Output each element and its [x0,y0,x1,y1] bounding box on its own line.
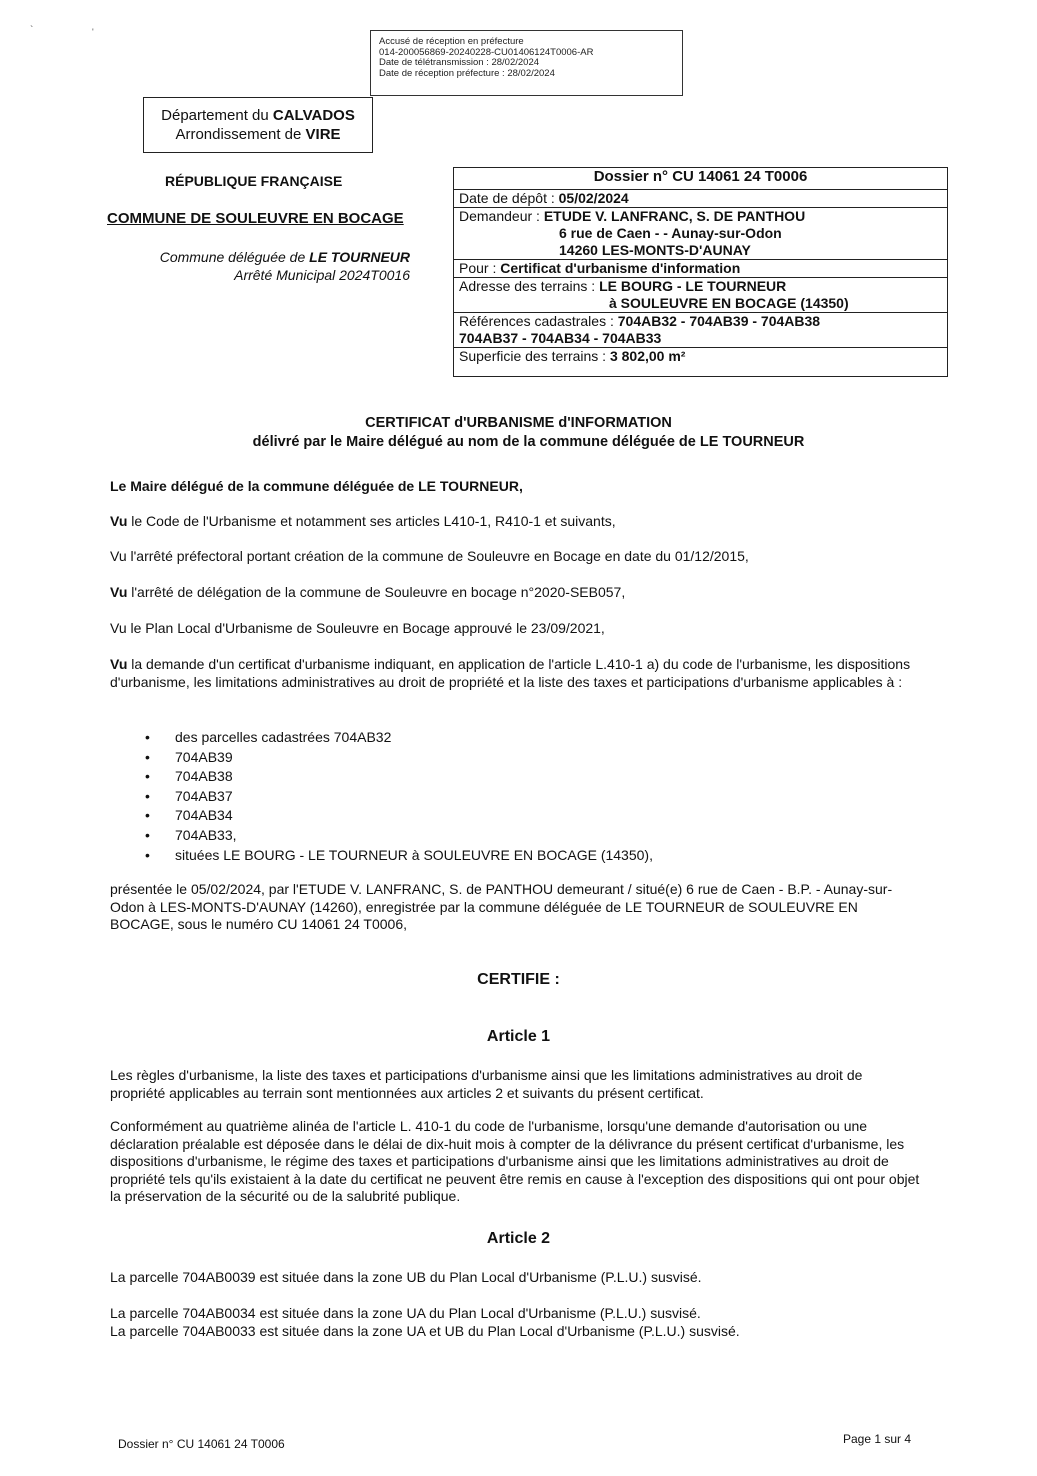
refs-label: Références cadastrales : [459,313,618,329]
vu-plu: Vu le Plan Local d'Urbanisme de Souleuvre en Bocage approuvé le 23/09/2021, [110,620,605,636]
vu-label: Vu [110,513,128,529]
parcel-list [145,728,653,865]
adresse-label: Adresse des terrains : [459,278,600,294]
vu-code-urbanisme [110,513,920,531]
dossier-depot [454,190,947,208]
stamp-line: Accusé de réception en préfecture [379,36,524,47]
dossier-references [454,313,947,348]
demandeur-address-1: 6 rue de Caen - - Aunay-sur-Odon [559,225,782,241]
article-2-line-1: La parcelle 704AB0039 est située dans la zone UB du Plan Local d'Urbanisme (P.L.U.) susvisé. [110,1269,702,1285]
adresse-value-1: LE BOURG - LE TOURNEUR [599,278,787,294]
certificate-subtitle: délivré par le Maire délégué au nom de la commune déléguée de LE TOURNEUR [252,434,805,450]
maire-line: Le Maire délégué de la commune déléguée de LE TOURNEUR, [110,478,523,494]
vu-text: le Code de l'Urbanisme et notamment ses articles L410-1, R410-1 et suivants, [127,513,616,529]
vu-demande [110,656,920,691]
article-2-heading: Article 2 [486,1230,551,1247]
dossier-demandeur [454,208,947,260]
departement-prefix: Département du [161,107,273,124]
demandeur-value: ETUDE V. LANFRANC, S. DE PANTHOU [543,208,806,224]
article-2-line-3: La parcelle 704AB0033 est située dans la zone UA et UB du Plan Local d'Urbanisme (P.L.U.) susvisé. [110,1323,740,1339]
list-item: • 704AB33, [145,826,653,846]
arrondissement-name: VIRE [305,126,341,143]
footer-page-number: Page 1 sur 4 [843,1432,912,1446]
commune-deleguee [110,248,410,284]
certificate-title: CERTIFICAT d'URBANISME d'INFORMATION [365,415,672,431]
vu-label: Vu [110,656,128,672]
scan-mark: ' [92,27,94,37]
arrondissement-prefix: Arrondissement de [175,126,306,143]
departement-name: CALVADOS [272,107,355,124]
dossier-superficie [454,348,947,365]
list-item: • 704AB39 [145,748,653,768]
superficie-value: 3 802,00 m² [609,348,686,364]
list-item: • 704AB37 [145,787,653,807]
departement-line [144,106,372,125]
demandeur-address-2: 14260 LES-MONTS-D'AUNAY [559,242,751,258]
vu-arrete-prefectoral: Vu l'arrêté préfectoral portant création de la commune de Souleuvre en Bocage en date du 01/12/2015, [110,548,749,564]
stamp-line: 014-200056869-20240228-CU01406124T0006-AR [379,46,594,58]
superficie-label: Superficie des terrains : [459,348,610,364]
depot-value: 05/02/2024 [558,190,629,206]
arrondissement-line [144,125,372,144]
refs-value-1: 704AB32 - 704AB39 - 704AB38 [617,313,821,329]
stamp-line: Date de télétransmission : 28/02/2024 [379,57,540,68]
dossier-adresse [454,278,947,313]
dossier-pour [454,260,947,278]
deleguee-line [110,248,410,266]
list-item: • 704AB38 [145,767,653,787]
list-item: • des parcelles cadastrées 704AB32 [145,728,653,748]
reception-stamp [370,30,683,96]
presentee-paragraph: présentée le 05/02/2024, par l'ETUDE V. LANFRANC, S. de PANTHOU demeurant / situé(e) 6 rue de Caen - B.P. - Aunay-sur-Odon à LES-MONTS-D'AUNAY (14260), enregistrée par la commune déléguée de LE TOURNEUR de SOULEUVRE EN BOCAGE, sous le numéro CU 14061 24 T0006, [110,881,893,932]
demandeur-label: Demandeur : [459,208,544,224]
list-item: • situées LE BOURG - LE TOURNEUR à SOULEUVRE EN BOCAGE (14350), [145,846,653,866]
dossier-title: Dossier n° CU 14061 24 T0006 [454,168,947,190]
pour-label: Pour : [459,260,501,276]
vu-label: Vu [110,584,128,600]
article-2-line-2: La parcelle 704AB0034 est située dans la zone UA du Plan Local d'Urbanisme (P.L.U.) susvisé. [110,1305,701,1321]
deleguee-name: LE TOURNEUR [309,249,410,265]
refs-value-2: 704AB37 - 704AB34 - 704AB33 [459,330,662,346]
vu-arrete-delegation [110,584,920,602]
list-item: • 704AB34 [145,806,653,826]
republique-heading: RÉPUBLIQUE FRANÇAISE [165,173,343,189]
vu-text: la demande d'un certificat d'urbanisme indiquant, en application de l'article L.410-1 a) du code de l'urbanisme, les dispositions d'urbanisme, les limitations administratives au droit de propriété et la liste des taxes et participations d'urbanisme applicables à : [110,656,911,690]
scan-mark: ` [30,25,34,36]
footer-dossier: Dossier n° CU 14061 24 T0006 [118,1437,285,1451]
dossier-box [453,167,948,377]
arrete-line: Arrêté Municipal 2024T0016 [234,267,410,283]
article-1-heading: Article 1 [486,1028,551,1045]
adresse-value-2: à SOULEUVRE EN BOCAGE (14350) [609,295,849,311]
article-1-paragraph-2: Conformément au quatrième alinéa de l'article L. 410-1 du code de l'urbanisme, lorsqu'une demande d'autorisation ou une déclaration préalable est déposée dans le délai de dix-huit mois à compter de la délivrance du présent certificat d'urbanisme, les dispositions d'urbanisme, le régime des taxes et participations d'urbanisme ainsi que les limitations administratives au droit de propriété tels qu'ils existaient à la date du certificat ne peuvent être remis en cause à l'exception des dispositions qui ont pour objet la préservation de la sécurité ou de la salubrité publique. [110,1118,920,1204]
vu-text: l'arrêté de délégation de la commune de Souleuvre en bocage n°2020-SEB057, [127,584,626,600]
depot-label: Date de dépôt : [459,190,559,206]
certifie-heading: CERTIFIE : [477,971,560,988]
pour-value: Certificat d'urbanisme d'information [500,260,741,276]
stamp-line: Date de réception préfecture : 28/02/2024 [379,67,555,79]
commune-heading: COMMUNE DE SOULEUVRE EN BOCAGE [107,210,404,227]
article-1-paragraph-1: Les règles d'urbanisme, la liste des taxes et participations d'urbanisme ainsi que les limitations administratives au droit de propriété applicables au terrain sont mentionnées aux articles 2 et suivants du présent certificat. [110,1067,863,1101]
deleguee-prefix: Commune déléguée de [159,249,310,265]
departement-box [143,97,373,153]
